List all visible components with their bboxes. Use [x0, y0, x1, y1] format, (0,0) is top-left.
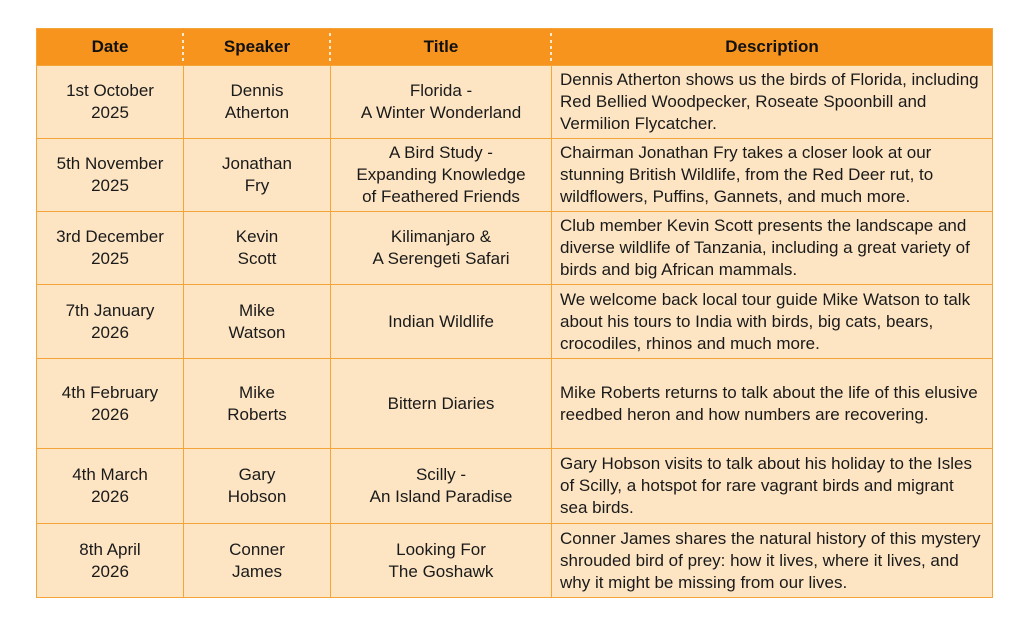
date-text: 1st October 2025 [66, 81, 154, 122]
description-cell [552, 139, 993, 212]
title-text: Indian Wildlife [388, 311, 494, 331]
description-text: Gary Hobson visits to talk about his holiday to the Isles of Scilly, a hotspot for rare vagrant birds and migrant sea birds. [560, 454, 972, 517]
speaker-text: Mike Watson [228, 300, 286, 342]
date-cell [37, 285, 184, 359]
description-text: Chairman Jonathan Fry takes a closer look at our stunning British Wildlife, from the Red Deer rut, to wildflowers, Puffins, Gannets, and much more. [560, 143, 934, 206]
date-cell [37, 139, 184, 212]
title-text: Scilly - An Island Paradise [369, 465, 513, 506]
title-text: Florida - A Winter Wonderland [360, 81, 522, 122]
header-description: Description [552, 29, 993, 66]
speaker-text: Conner James [229, 539, 285, 581]
speaker-cell [184, 449, 331, 524]
title-text: Looking For The Goshawk [388, 539, 494, 581]
description-text: Conner James shares the natural history of this mystery shrouded bird of prey: how it lives, where it lives, and why it might be missing from our lives. [560, 528, 981, 592]
title-cell [331, 285, 552, 359]
header-date: Date [37, 29, 184, 66]
table-row [37, 212, 993, 285]
description-cell [552, 449, 993, 524]
schedule-table [36, 28, 993, 598]
header-title: Title [331, 29, 552, 66]
date-text: 4th February 2026 [61, 382, 159, 424]
table-row [37, 66, 993, 139]
title-text: Bittern Diaries [387, 393, 495, 413]
table-row [37, 139, 993, 212]
date-cell [37, 212, 184, 285]
date-cell [37, 524, 184, 598]
speaker-cell [184, 66, 331, 139]
speaker-text: Mike Roberts [227, 382, 287, 424]
table-row [37, 359, 993, 449]
header-row [37, 29, 993, 66]
speaker-text: Jonathan Fry [222, 154, 292, 195]
description-cell [552, 285, 993, 359]
title-cell [331, 66, 552, 139]
table-row [37, 285, 993, 359]
date-cell [37, 449, 184, 524]
speaker-cell [184, 212, 331, 285]
description-text: Club member Kevin Scott presents the landscape and diverse wildlife of Tanzania, including a great variety of birds and big African mammals. [560, 216, 970, 279]
table-row [37, 524, 993, 598]
date-text: 4th March 2026 [72, 465, 148, 506]
description-cell [552, 359, 993, 449]
description-cell [552, 66, 993, 139]
speaker-cell [184, 285, 331, 359]
date-cell [37, 66, 184, 139]
description-text: Dennis Atherton shows us the birds of Florida, including Red Bellied Woodpecker, Roseate Spoonbill and Vermilion Flycatcher. [560, 70, 979, 133]
description-text: Mike Roberts returns to talk about the life of this elusive reedbed heron and how numbers are recovering. [560, 382, 978, 424]
table-row [37, 449, 993, 524]
title-text: Kilimanjaro & A Serengeti Safari [372, 227, 510, 268]
header-speaker: Speaker [184, 29, 331, 66]
date-cell [37, 359, 184, 449]
date-text: 7th January 2026 [65, 300, 155, 342]
title-cell [331, 359, 552, 449]
title-text: A Bird Study - Expanding Knowledge of Feathered Friends [356, 143, 526, 206]
description-cell [552, 524, 993, 598]
talks-schedule [36, 28, 992, 598]
date-text: 3rd December 2025 [56, 227, 164, 268]
description-cell [552, 212, 993, 285]
speaker-cell [184, 524, 331, 598]
title-cell [331, 212, 552, 285]
speaker-cell [184, 359, 331, 449]
speaker-cell [184, 139, 331, 212]
speaker-text: Dennis Atherton [224, 81, 290, 122]
title-cell [331, 449, 552, 524]
date-text: 5th November 2025 [56, 154, 164, 195]
speaker-text: Kevin Scott [235, 227, 279, 268]
title-cell [331, 139, 552, 212]
date-text: 8th April 2026 [79, 539, 141, 581]
speaker-text: Gary Hobson [227, 465, 287, 506]
description-text: We welcome back local tour guide Mike Watson to talk about his tours to India with birds, big cats, bears, crocodiles, rhinos and much more. [560, 289, 971, 353]
title-cell [331, 524, 552, 598]
